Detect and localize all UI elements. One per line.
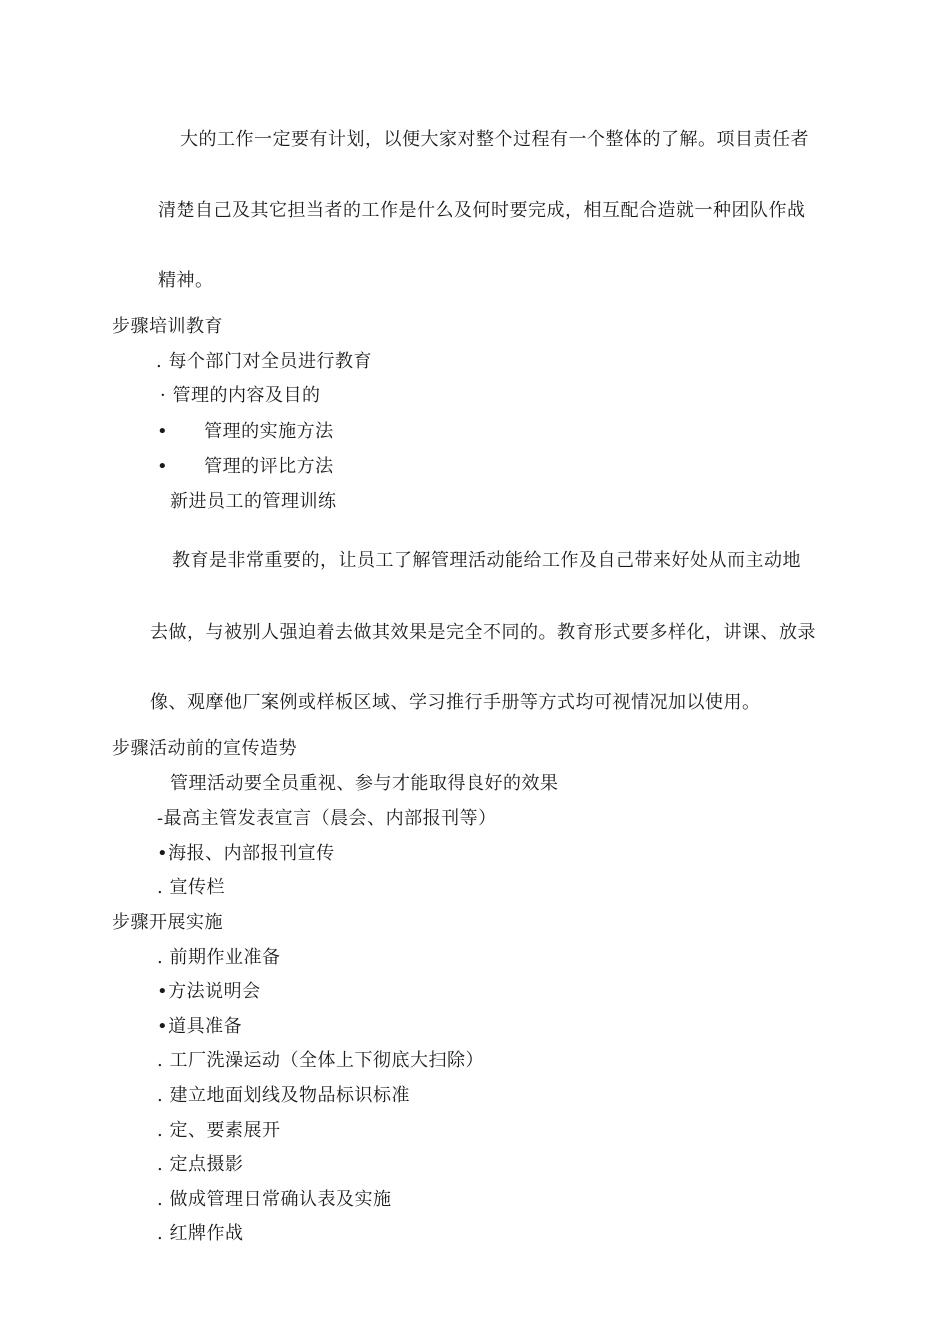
- list-item: -最高主管发表宣言（晨会、内部报刊等）: [157, 808, 497, 829]
- list-item: · 管理的内容及目的: [160, 385, 321, 406]
- bullet-item: [157, 455, 334, 479]
- paragraph-2-line-1: 教育是非常重要的，让员工了解管理活动能给工作及自己带来好处从而主动地: [172, 550, 801, 571]
- bullet-text: 管理的评比方法: [204, 456, 334, 477]
- bullet-marker: •: [157, 456, 169, 477]
- list-item: •方法说明会: [157, 981, 261, 1002]
- bullet-text: 管理的实施方法: [204, 421, 334, 442]
- list-item: . 每个部门对全员进行教育: [156, 351, 372, 372]
- paragraph-1-line-1: 大的工作一定要有计划，以便大家对整个过程有一个整体的了解。项目责任者: [180, 129, 809, 150]
- bullet-marker: •: [157, 421, 169, 442]
- step-promotion-intro: 管理活动要全员重视、参与才能取得良好的效果: [170, 773, 559, 794]
- paragraph-2-line-3: 像、观摩他厂案例或样板区域、学习推行手册等方式均可视情况加以使用。: [150, 692, 761, 713]
- paragraph-2-line-2: 去做，与被别人强迫着去做其效果是完全不同的。教育形式要多样化，讲课、放录: [150, 622, 816, 643]
- paragraph-1-line-2: 清楚自己及其它担当者的工作是什么及何时要完成，相互配合造就一种团队作战: [158, 200, 806, 221]
- list-item: . 建立地面划线及物品标识标准: [157, 1085, 410, 1106]
- list-item: . 定点摄影: [157, 1154, 244, 1175]
- list-item: . 工厂洗澡运动（全体上下彻底大扫除）: [157, 1050, 484, 1071]
- list-item: . 宣传栏: [157, 877, 225, 898]
- step-training-heading: 步骤培训教育: [112, 316, 223, 337]
- list-item: •道具准备: [157, 1016, 243, 1037]
- step-implement-heading: 步骤开展实施: [112, 912, 223, 933]
- paragraph-1-line-3: 精神。: [158, 270, 214, 291]
- list-item: . 前期作业准备: [157, 947, 281, 968]
- bullet-item: [157, 420, 334, 444]
- list-item: 新进员工的管理训练: [170, 491, 337, 512]
- list-item: . 做成管理日常确认表及实施: [157, 1189, 392, 1210]
- list-item: . 定、要素展开: [157, 1120, 281, 1141]
- step-promotion-heading: 步骤活动前的宣传造势: [112, 738, 297, 759]
- list-item: •海报、内部报刊宣传: [157, 843, 335, 864]
- list-item: . 红牌作战: [157, 1223, 244, 1244]
